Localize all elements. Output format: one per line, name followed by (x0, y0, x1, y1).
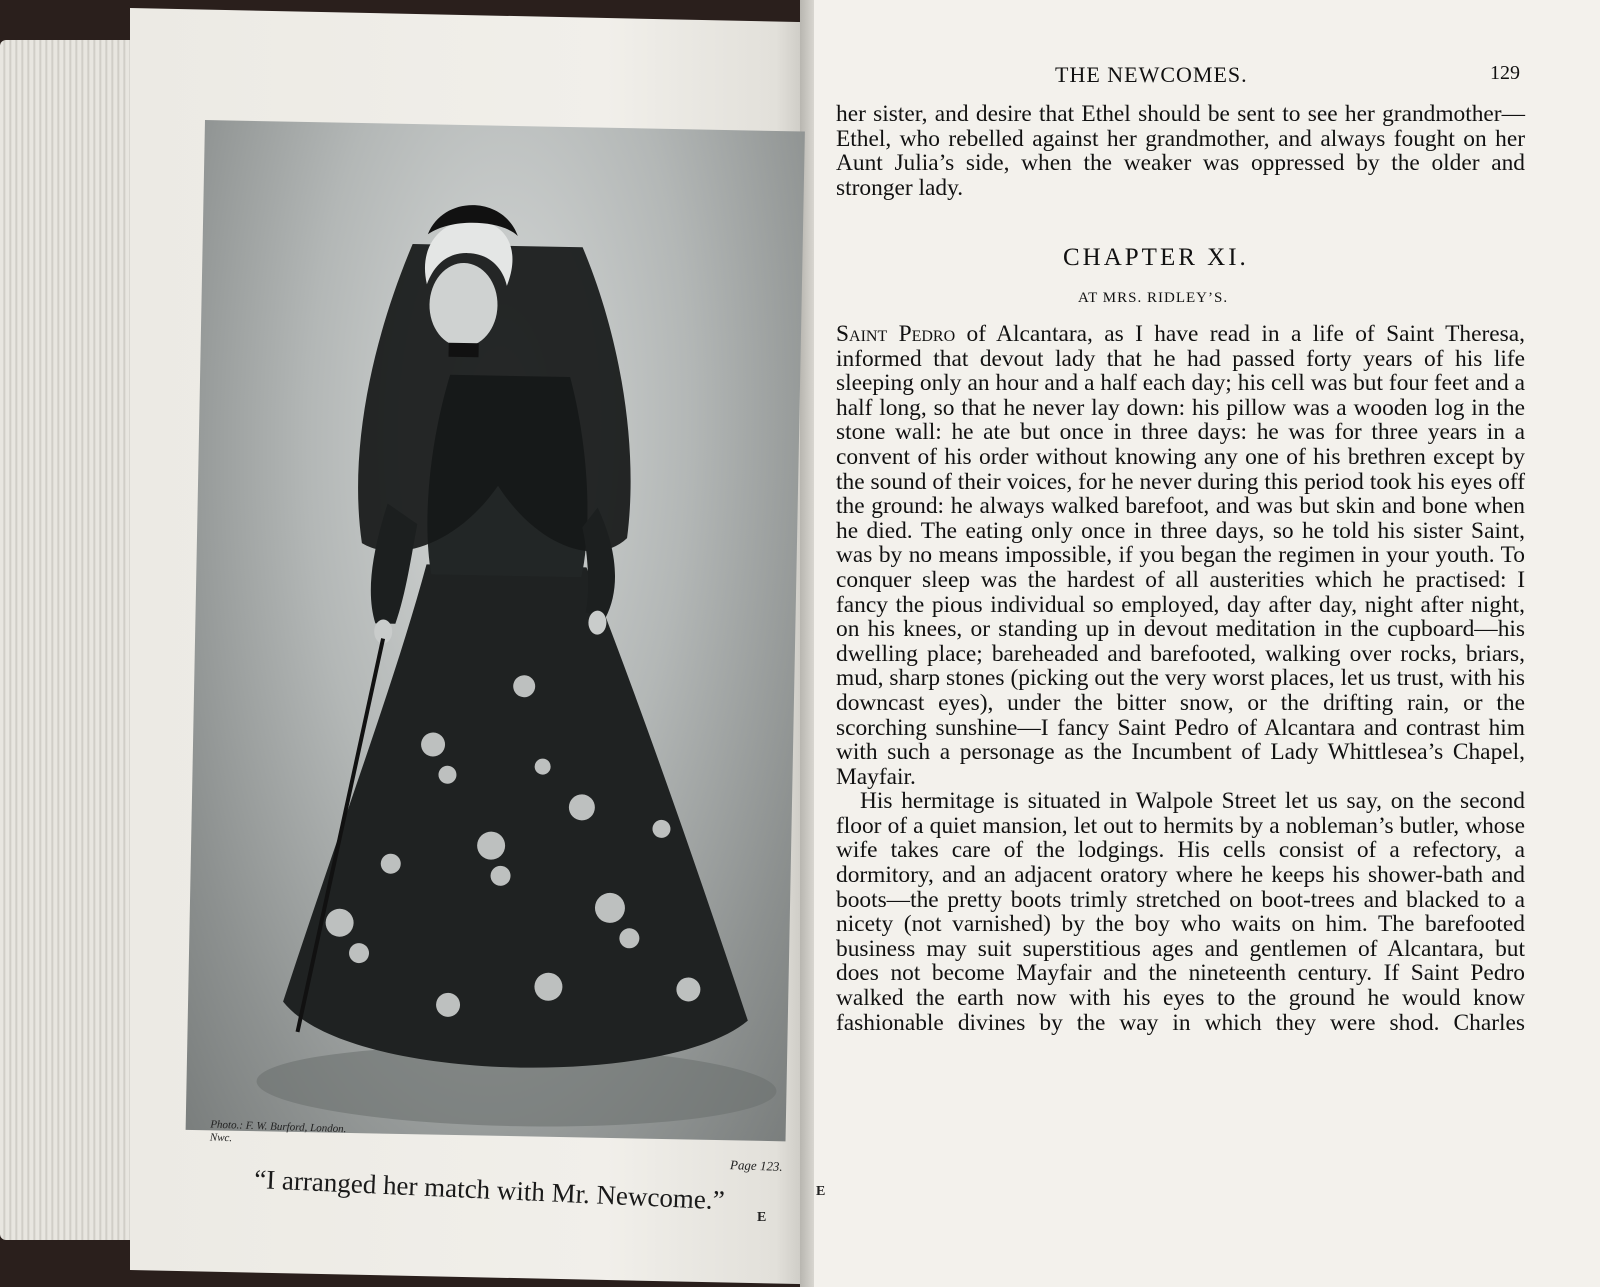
photo-credit-code: Nwc. (209, 1131, 233, 1145)
caption-page-reference: Page 123. (729, 1157, 783, 1174)
chapter-title: CHAPTER XI. (1063, 244, 1249, 271)
paragraph-2: His hermitage is situated in Walpole Street let us say, on the second floor of a quiet mansion, let out to hermits by a nobleman’s butler, whose wife takes care of the lodgings. His cells consist of a refectory, a dormitory, and an adjacent oratory where he keeps his shower-bath and boots—the pretty boots trimly stretched on boot-trees and blacked to a nicety (not varnished) by the boy who waits on him. The barefooted business may suit superstitious ages and gentlemen of Alcantara, but does not become Mayfair and the nineteenth century. If Saint Pedro walked the earth now with his eyes to the ground he would know fashionable divines by the way in which they were shod. Charles (836, 788, 1525, 1036)
page-number: 129 (1490, 62, 1520, 84)
paragraph-1 (836, 322, 1525, 789)
running-head: THE NEWCOMES. (1055, 62, 1248, 87)
portrait-photograph (186, 120, 805, 1141)
photo-credit-line: Photo.: F. W. Burford, London. (210, 1118, 347, 1136)
chapter-subtitle: AT MRS. RIDLEY’S. (1078, 290, 1229, 306)
left-signature-mark: E (757, 1210, 767, 1225)
chapter-body (836, 322, 1525, 1035)
paragraph-1-lead: Saint Pedro (836, 321, 956, 347)
book-page-edges (0, 40, 150, 1240)
right-signature-mark: E (816, 1184, 826, 1199)
opening-paragraph: her sister, and desire that Ethel should be sent to see her grandmother—Ethel, who rebelled against her grandmother, and always fought on her Aunt Julia’s side, when the weaker was oppressed by the older and stronger lady. (836, 101, 1525, 201)
opening-paragraph-block (836, 102, 1525, 200)
photo-caption: “I arranged her match with Mr. Newcome.” (253, 1164, 726, 1216)
paragraph-1-text: of Alcantara, as I have read in a life of Saint Theresa, informed that devout lady that he had passed forty years of his life sleeping only an hour and a half each day; his cell was but four feet and a half long, so that he never lay down: his pillow was a wooden log in the stone wall: he ate but once in three days: he was for three years in a convent of his order without knowing any one of his brethren except by the sound of their voices, for he never during this period took his eyes off the ground: he always walked barefoot, and was but skin and bone when he died. The eating only once in three days, so he told his sister Saint, was by no means impossible, if you began the regimen in your youth. To conquer sleep was the hardest of all austerities which he practised: I fancy the pious individual so employed, day after day, night after night, on his knees, or standing up in devout meditation in the cupboard—his dwelling place; bareheaded and barefooted, walking over rocks, briars, mud, sharp stones (picking out the very worst places, let us trust, with his downcast eyes), under the bitter snow, or the drifting rain, or the scorching sunshine—I fancy Saint Pedro of Alcantara and contrast him with such a personage as the Incumbent of Lady Whittlesea’s Chapel, Mayfair. (836, 321, 1525, 790)
